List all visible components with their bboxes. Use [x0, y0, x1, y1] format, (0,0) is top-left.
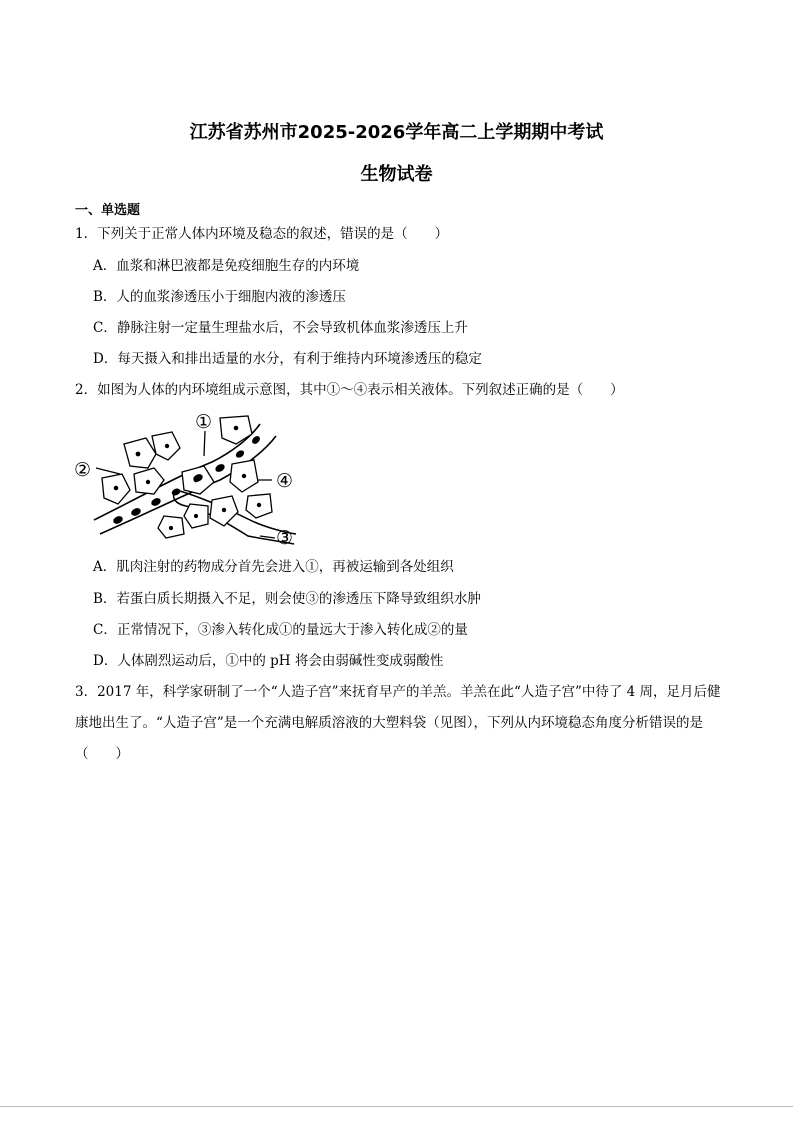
question-2-option-c: C．正常情况下，③渗入转化成①的量远大于渗入转化成②的量 — [93, 622, 468, 638]
question-1-option-d: D．每天摄入和排出适量的水分，有利于维持内环境渗透压的稳定 — [93, 351, 482, 367]
section-heading: 一、单选题 — [75, 203, 141, 218]
question-1-option-b: B．人的血浆渗透压小于细胞内液的渗透压 — [93, 289, 346, 305]
diagram-tissue-cells — [102, 416, 272, 538]
question-1-stem: 1．下列关于正常人体内环境及稳态的叙述，错误的是（ ） — [75, 226, 449, 242]
question-3-stem-line-1: 3．2017 年，科学家研制了一个“人造子宫”来抚育早产的羊羔。羊羔在此“人造子宫”中待了 4 周，足月后健 — [75, 684, 721, 700]
question-2-option-d: D．人体剧烈运动后，①中的 pH 将会由弱碱性变成弱酸性 — [93, 653, 444, 669]
diagram-label-4: ④ — [276, 470, 294, 492]
exam-title: 江苏省苏州市2025-2026学年高二上学期期中考试 — [189, 122, 604, 143]
question-1-option-c: C．静脉注射一定量生理盐水后，不会导致机体血浆渗透压上升 — [93, 320, 468, 336]
question-3-stem-line-2: 康地出生了。“人造子宫”是一个充满电解质溶液的大塑料袋（见图），下列从内环境稳态角度分析错误的是 — [75, 715, 704, 731]
question-1-option-a: A．血浆和淋巴液都是免疫细胞生存的内环境 — [93, 258, 360, 274]
question-2-stem: 2．如图为人体的内环境组成示意图，其中①～④表示相关液体。下列叙述正确的是（ ） — [75, 382, 624, 398]
exam-subtitle: 生物试卷 — [360, 164, 433, 185]
question-2-option-a: A．肌肉注射的药物成分首先会进入①，再被运输到各处组织 — [93, 559, 454, 575]
diagram-label-3: ③ — [276, 527, 294, 548]
internal-environment-diagram — [72, 408, 304, 548]
diagram-label-2: ② — [74, 459, 92, 481]
question-2-option-b: B．若蛋白质长期摄入不足，则会使③的渗透压下降导致组织水肿 — [93, 591, 481, 607]
page-bottom-rule — [0, 1106, 793, 1107]
question-3-stem-line-3: （ ） — [75, 746, 129, 762]
diagram-label-1: ① — [195, 411, 213, 433]
